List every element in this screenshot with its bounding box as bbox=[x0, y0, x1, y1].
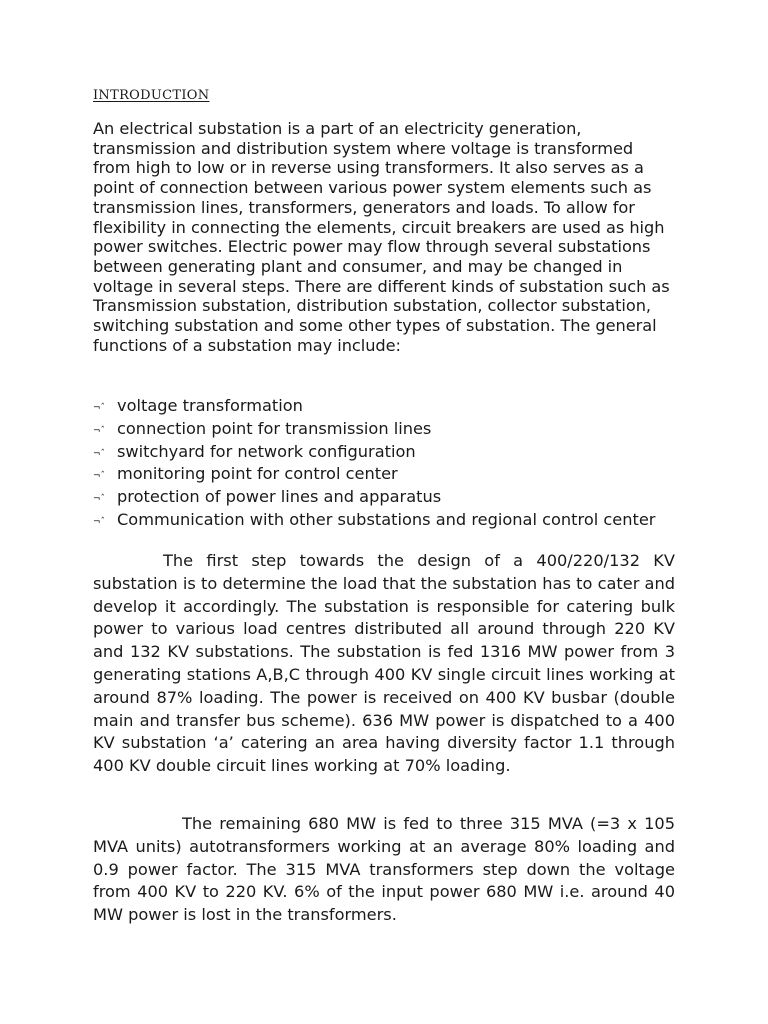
bullet-icon: ¬ˆ bbox=[93, 471, 106, 482]
substation-functions-list bbox=[93, 396, 675, 533]
section-heading: INTRODUCTION bbox=[93, 88, 210, 103]
intro-paragraph: An electrical substation is a part of an electricity generation, transmission and distribution system where voltage is transformed from high to low or in reverse using transformers. It also serves as a point of connection between various power system elements such as transmission lines, transformers, generators and loads. To allow for flexibility in connecting the elements, circuit breakers are used as high power switches. Electric power may flow through several substations between generating plant and consumer, and may be changed in voltage in several steps. There are different kinds of substation such as Transmission substation, distribution substation, collector substation, switching substation and some other types of substation. The general functions of a substation may include: bbox=[93, 119, 670, 355]
bullet-icon: ¬ˆ bbox=[93, 494, 106, 505]
list-item bbox=[93, 442, 675, 465]
list-item-text: Communication with other substations and regional control center bbox=[117, 509, 656, 529]
remaining-paragraph-text: The remaining 680 MW is fed to three 315 MVA (=3 x 105 MVA units) autotransformers working at an average 80% loading and 0.9 power factor. The 315 MVA transformers step down the voltage from 400 KV to 220 KV. 6% of the input power 680 MW i.e. around 40 MW power is lost in the transformers. bbox=[93, 814, 675, 925]
list-item bbox=[93, 396, 675, 419]
bullet-icon: ¬ˆ bbox=[93, 403, 106, 413]
bullet-icon: ¬ˆ bbox=[93, 425, 106, 436]
remaining-power-paragraph bbox=[93, 813, 675, 927]
bullet-icon: ¬ˆ bbox=[93, 448, 106, 459]
list-item bbox=[93, 509, 675, 534]
list-item bbox=[93, 419, 675, 442]
bullet-icon: ¬ˆ bbox=[93, 516, 106, 527]
list-item-text: voltage transformation bbox=[117, 396, 303, 415]
list-item-text: connection point for transmission lines bbox=[117, 418, 432, 438]
design-paragraph bbox=[93, 550, 675, 778]
list-item-text: switchyard for network configuration bbox=[117, 441, 416, 461]
list-item bbox=[93, 464, 675, 487]
list-item-text: protection of power lines and apparatus bbox=[117, 487, 442, 507]
list-item bbox=[93, 487, 675, 510]
design-paragraph-text: The first step towards the design of a 400/220/132 KV substation is to determine the load that the substation has to cater and develop it accordingly. The substation is responsible for catering bulk power to various load centres distributed all around through 220 KV and 132 KV substations. The substation is fed 1316 MW power from 3 generating stations A,B,C through 400 KV single circuit lines working at around 87% loading. The power is received on 400 KV busbar (double main and transfer bus scheme). 636 MW power is dispatched to a 400 KV substation ‘a’ catering an area having diversity factor 1.1 through 400 KV double circuit lines working at 70% loading. bbox=[93, 551, 675, 776]
list-item-text: monitoring point for control center bbox=[117, 464, 398, 484]
